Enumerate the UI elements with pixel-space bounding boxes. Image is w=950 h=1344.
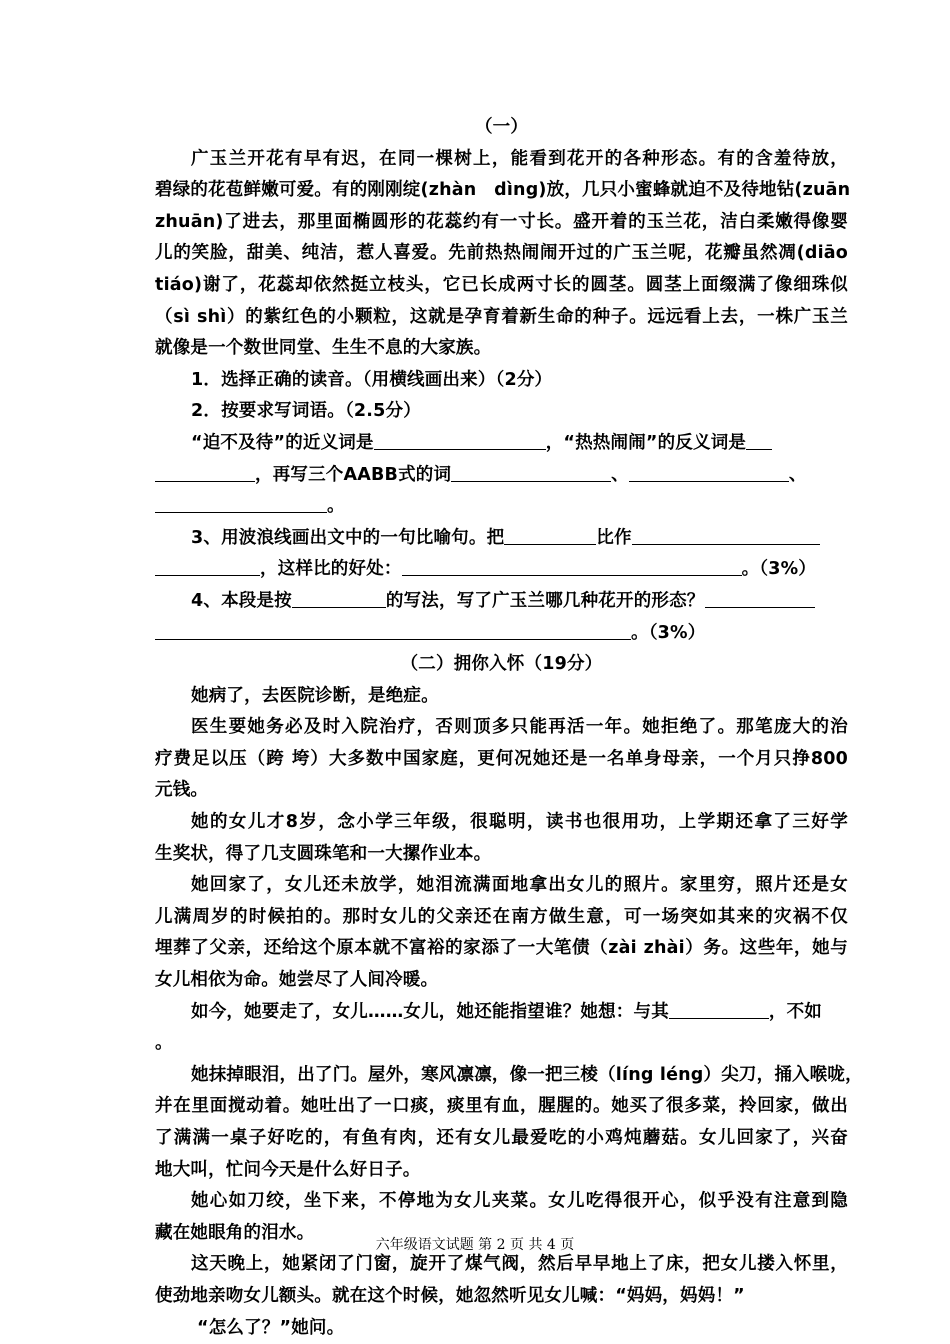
passage2-line: 女儿相依为命。她尝尽了人间冷暖。 — [155, 970, 439, 991]
question-4-line-1 — [155, 586, 848, 618]
answer-blank[interactable] — [155, 557, 260, 576]
passage2-line: 地大叫，忙问今天是什么好日子。 — [155, 1159, 421, 1180]
page-footer: 六年级语文试题 第 2 页 共 4 页 — [375, 1237, 575, 1253]
q2-antonym-prompt: ，“热热闹闹”的反义词是 — [545, 432, 747, 453]
passage2-line: 她心如刀绞，坐下来，不停地为女儿夹菜。女儿吃得很开心，似乎没有注意到隐 — [191, 1191, 848, 1212]
q3-benefit: ，这样比的好处： — [260, 559, 402, 580]
section1-heading: （一） — [474, 117, 529, 137]
passage2-line: 元钱。 — [155, 780, 209, 801]
passage2-line: 并在里面搅动着。她吐出了一口痰，痰里有血，腥腥的。她买了很多菜，拎回家，做出 — [155, 1096, 848, 1117]
question-2: 2．按要求写词语。（2.5分） — [191, 401, 421, 422]
passage2-text: 如今，她要走了，女儿……女儿，她还能指望谁？她想：与其 — [191, 1001, 669, 1022]
answer-blank[interactable] — [504, 526, 596, 545]
passage1-line: 儿的笑脸，甜美、纯洁，惹人喜爱。先前热热闹闹开过的广玉兰呢，花瓣虽然凋(diāo — [155, 243, 848, 264]
question-3-line-2 — [155, 554, 848, 586]
q4-prompt: 4、本段是按 — [191, 590, 292, 611]
passage1-line: tiáo)谢了，花蕊却依然挺立枝头，它已长成两寸长的圆茎。圆茎上面缀满了像细珠似 — [155, 274, 848, 295]
q4-question: 的写法，写了广玉兰哪几种花开的形态？ — [385, 590, 705, 611]
q4-score: 。（3%） — [631, 622, 706, 643]
separator: 、 — [788, 464, 807, 485]
passage1-line: 广玉兰开花有早有迟，在同一棵树上，能看到花开的各种形态。有的含羞待放， — [191, 148, 848, 169]
passage2-line: “怎么了？”她问。 — [197, 1317, 345, 1338]
period: 。 — [327, 496, 345, 517]
answer-blank[interactable] — [155, 494, 327, 513]
passage2-line: 了满满一桌子好吃的，有鱼有肉，还有女儿最爱吃的小鸡炖蘑菇。女儿回家了，兴奋 — [155, 1128, 848, 1148]
passage2-line: 生奖状，得了几支圆珠笔和一大摞作业本。 — [155, 843, 492, 864]
passage2-line: 。 — [155, 1033, 173, 1054]
passage2-line: 疗费足以压（跨 垮）大多数中国家庭，更何况她还是一名单身母亲，一个月只挣800 — [155, 748, 848, 769]
passage1-line: （sì shì）的紫红色的小颗粒，这就是孕育着新生命的种子。远远看上去，一株广玉兰 — [155, 306, 848, 327]
page-content — [155, 112, 863, 1344]
passage1-line: zhuān)了进去，那里面椭圆形的花蕊约有一寸长。盛开着的玉兰花，洁白柔嫩得像婴 — [155, 211, 848, 232]
answer-blank[interactable] — [292, 589, 386, 608]
passage1-line: 碧绿的花苞鲜嫩可爱。有的刚刚绽(zhàn dìng)放，几只小蜜蜂就迫不及待地钻(zuān — [155, 180, 851, 201]
passage2-line: 埋葬了父亲，还给这个原本就不富裕的家添了一大笔债（zài zhài）务。这些年，她与 — [155, 938, 848, 959]
answer-blank[interactable] — [155, 621, 631, 640]
answer-blank[interactable] — [402, 557, 742, 576]
passage2-line: 使劲地亲吻女儿额头。就在这个时候，她忽然听见女儿喊：“妈妈，妈妈！” — [155, 1285, 745, 1306]
question-4-line-2 — [155, 618, 848, 650]
answer-blank[interactable] — [451, 463, 611, 482]
q3-score: 。（3%） — [741, 559, 817, 580]
passage2-blank-line — [155, 997, 848, 1029]
answer-blank[interactable] — [705, 589, 815, 608]
question-3-line-1 — [155, 523, 848, 555]
passage1-line: 就像是一个数世同堂、生生不息的大家族。 — [155, 338, 492, 359]
q3-prompt: 3、用波浪线画出文中的一句比喻句。把 — [191, 527, 505, 548]
passage2-line: 医生要她务必及时入院治疗，否则顶多只能再活一年。她拒绝了。那笔庞大的治 — [191, 717, 848, 738]
question-2-line-3 — [155, 491, 848, 523]
passage2-line: 藏在她眼角的泪水。 — [155, 1222, 315, 1243]
passage2-line: 儿满周岁的时候拍的。那时女儿的父亲还在南方做生意，可一场突如其来的灾祸不仅 — [155, 906, 848, 927]
passage2-line: 她回家了，女儿还未放学，她泪流满面地拿出女儿的照片。家里穷，照片还是女 — [191, 875, 848, 896]
separator: 、 — [611, 464, 629, 485]
answer-blank[interactable] — [669, 1000, 769, 1019]
question-2-line-2 — [155, 460, 848, 492]
q3-compare: 比作 — [596, 527, 632, 548]
question-2-line-1 — [155, 428, 848, 460]
answer-blank[interactable] — [155, 463, 255, 482]
answer-blank[interactable] — [632, 526, 820, 545]
passage2-line: 这天晚上，她紧闭了门窗，旋开了煤气阀，然后早早地上了床，把女儿搂入怀里， — [191, 1254, 848, 1275]
passage2-line: 她的女儿才8岁，念小学三年级，很聪明，读书也很用功，上学期还拿了三好学 — [191, 812, 848, 833]
section2-heading: （二）拥你入怀（19分） — [400, 654, 603, 675]
answer-blank[interactable] — [374, 431, 546, 450]
q2-synonym-prompt: “迫不及待”的近义词是 — [191, 432, 374, 453]
passage2-text: ，不如 — [768, 1001, 823, 1022]
answer-blank[interactable] — [746, 431, 772, 450]
answer-blank[interactable] — [629, 463, 789, 482]
passage2-line: 她抹掉眼泪，出了门。屋外，寒风凛凛，像一把三棱（líng léng）尖刀，捅入喉咙， — [191, 1064, 863, 1085]
passage2-line: 她病了，去医院诊断，是绝症。 — [191, 685, 439, 706]
q2-aabb-prompt: ，再写三个AABB式的词 — [255, 464, 452, 485]
question-1: 1．选择正确的读音。（用横线画出来）（2分） — [191, 369, 553, 390]
